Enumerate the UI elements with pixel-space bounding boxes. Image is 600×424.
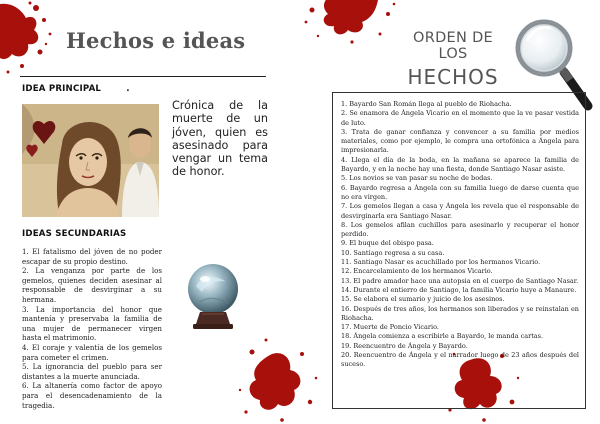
list-item: 10. Santiago regresa a su casa. [341,248,445,257]
order-title-line1: ORDEN DE LOS [413,30,493,62]
title-divider [20,76,266,77]
events-list [341,100,579,370]
list-item: 20. Reencuentro de Ángela y el narrador luego de 23 años después del suceso. [341,351,579,369]
blood-splatter-bottom-center [232,332,322,424]
list-item: 8. Los gemelos afilan cuchillos para asesinarlo y recuperar el honor perdido. [341,220,579,239]
crystal-ball-icon [186,262,240,332]
blood-splatter-top-left [0,0,70,80]
main-idea-heading [22,84,130,94]
list-item: 16. Después de tres años, los hermanos son liberados y se reinstalan en Riohacha. [341,304,579,322]
page-title: Hechos e ideas [66,28,246,53]
list-item: 2. La venganza por parte de los gemelos, quienes deciden asesinar al responsable de desvirginar a su hermana. [22,266,162,304]
list-item: 6. Bayardo regresa a Ángela con su familia luego de darse cuenta que no era virgen. [341,183,579,201]
main-idea-summary: Crónica de la muerte de un jóven, quien es asesinado para vengar un tema de honor. [172,99,268,179]
list-item: 6. La altanería como factor de apoyo para el desencadenamiento de la tragedia. [22,381,162,410]
secondary-ideas-list [22,247,162,410]
list-item: 4. Llega el día de la boda, en la mañana se aparece la familia de Bayardo, y en la noche hay una fiesta, donde Santiago Nasar asiste. [341,155,579,174]
order-title [400,30,506,89]
list-item: 19. Reencuentro de Ángela y Bayardo. [341,341,468,350]
main-idea-heading-text: IDEA PRINCIPAL [22,84,102,94]
list-item: 14. Durante el entierro de Santiago, la familia Vicario huye a Manaure. [341,285,577,294]
story-illustration [22,104,159,217]
list-item: 17. Muerte de Poncio Vicario. [341,323,439,332]
list-item: 11. Santiago Nasar es acuchillado por los hermanos Vicario. [341,258,541,267]
list-item: 12. Encarcelamiento de los hermanos Vicario. [341,267,493,276]
list-item: 3. Trata de ganar confianza y convencer a su familia por medios materiales, como por ejemplo, le compra una ortofónica a Ángela para impresionarla. [341,127,579,155]
list-item: 2. Se enamora de Ángela Vicario en el momento que la ve pasar vestida de luto. [341,109,579,127]
list-item: 1. El fatalismo del jóven de no poder escapar de su propio destino. [22,247,162,266]
list-item: 18. Ángela comienza a escribirle a Bayardo, le manda cartas. [341,332,544,341]
main-idea-heading-suffix: . [126,84,130,94]
secondary-ideas-heading: IDEAS SECUNDARIAS [22,229,127,239]
blood-splatter-top-center [292,0,402,48]
list-item: 7. Los gemelos llegan a casa y Ángela les revela que el responsable de desvirginarla era Santiago Nasar. [341,202,579,220]
list-item: 3. La importancia del honor que mantenía y preservaba la familia de una mujer de permanecer virgen hasta el matrimonio. [22,304,162,343]
list-item: 1. Bayardo San Román llega al pueblo de Riohacha. [341,100,512,108]
order-title-line2: HECHOS [407,65,499,89]
list-item: 4. El coraje y valentía de los gemelos para cometer el crimen. [22,342,162,362]
list-item: 13. El padre amador hace una autopsia en el cuerpo de Santiago Nasar. [341,276,579,285]
list-item: 5. Los novios se van pasar su noche de bodas. [341,174,493,183]
list-item: 15. Se elabora el sumario y juicio de los asesinos. [341,295,505,304]
events-frame [332,92,586,409]
list-item: 9. El buque del obispo pasa. [341,239,434,248]
list-item: 5. La ignorancia del pueblo para ser distantes a la muerte anunciada. [22,362,162,381]
